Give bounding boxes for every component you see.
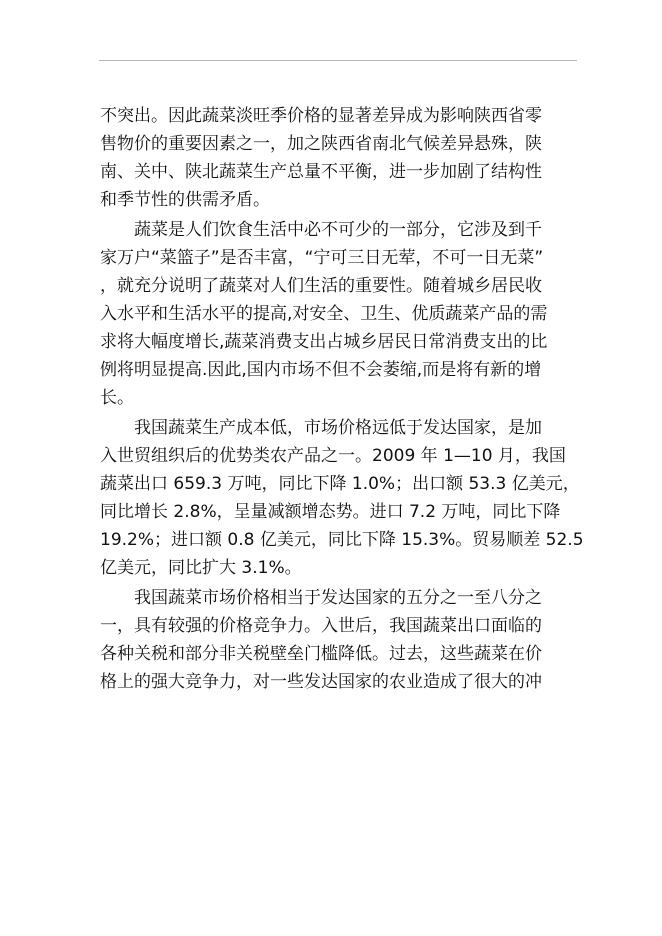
paragraph-2 <box>100 216 570 412</box>
text-line: 售物价的重要因素之一，加之陕西省南北气候差异悬殊，陕 <box>100 134 542 154</box>
text-line: 不突出。因此蔬菜淡旺季价格的显著差异成为影响陕西省零 <box>100 106 542 126</box>
text-line: 19.2%；进口额 0.8 亿美元，同比下降 15.3%。贸易顺差 52.5 <box>100 530 584 550</box>
text-line: 一，具有较强的价格竞争力。入世后，我国蔬菜出口面临的 <box>100 616 542 636</box>
text-line: 家万户“菜篮子”是否丰富，“宁可三日无荤，不可一日无菜” <box>100 248 544 268</box>
text-line: 入世贸组织后的优势类农产品之一。2009 年 1—10 月，我国 <box>100 446 566 466</box>
text-line: 亿美元，同比扩大 3.1%。 <box>100 558 302 578</box>
paragraph-4 <box>100 584 570 696</box>
paragraph-1 <box>100 102 570 214</box>
text-line: 蔬菜出口 659.3 万吨，同比下降 1.0%；出口额 53.3 亿美元， <box>100 474 580 494</box>
text-line: 长。 <box>100 388 134 408</box>
text-line: 例将明显提高.因此,国内市场不但不会萎缩,而是将有新的增 <box>100 360 542 380</box>
text-line: 和季节性的供需矛盾。 <box>100 190 270 210</box>
text-line: 我国蔬菜生产成本低，市场价格远低于发达国家，是加 <box>134 418 542 438</box>
text-line: ，就充分说明了蔬菜对人们生活的重要性。随着城乡居民收 <box>100 276 542 296</box>
text-line: 南、关中、陕北蔬菜生产总量不平衡，进一步加剧了结构性 <box>100 162 542 182</box>
document-body <box>100 102 584 696</box>
paragraph-3 <box>100 414 584 582</box>
text-line: 蔬菜是人们饮食生活中必不可少的一部分，它涉及到千 <box>134 220 542 240</box>
header-rule <box>99 60 577 61</box>
text-line: 同比增长 2.8%，呈量减额增态势。进口 7.2 万吨，同比下降 <box>100 502 561 522</box>
text-line: 入水平和生活水平的提高,对安全、卫生、优质蔬菜产品的需 <box>100 304 548 324</box>
text-line: 格上的强大竞争力，对一些发达国家的农业造成了很大的冲 <box>100 672 542 692</box>
text-line: 各种关税和部分非关税壁垒门槛降低。过去，这些蔬菜在价 <box>100 644 542 664</box>
text-line: 求将大幅度增长,蔬菜消费支出占城乡居民日常消费支出的比 <box>100 332 548 352</box>
text-line: 我国蔬菜市场价格相当于发达国家的五分之一至八分之 <box>134 588 542 608</box>
